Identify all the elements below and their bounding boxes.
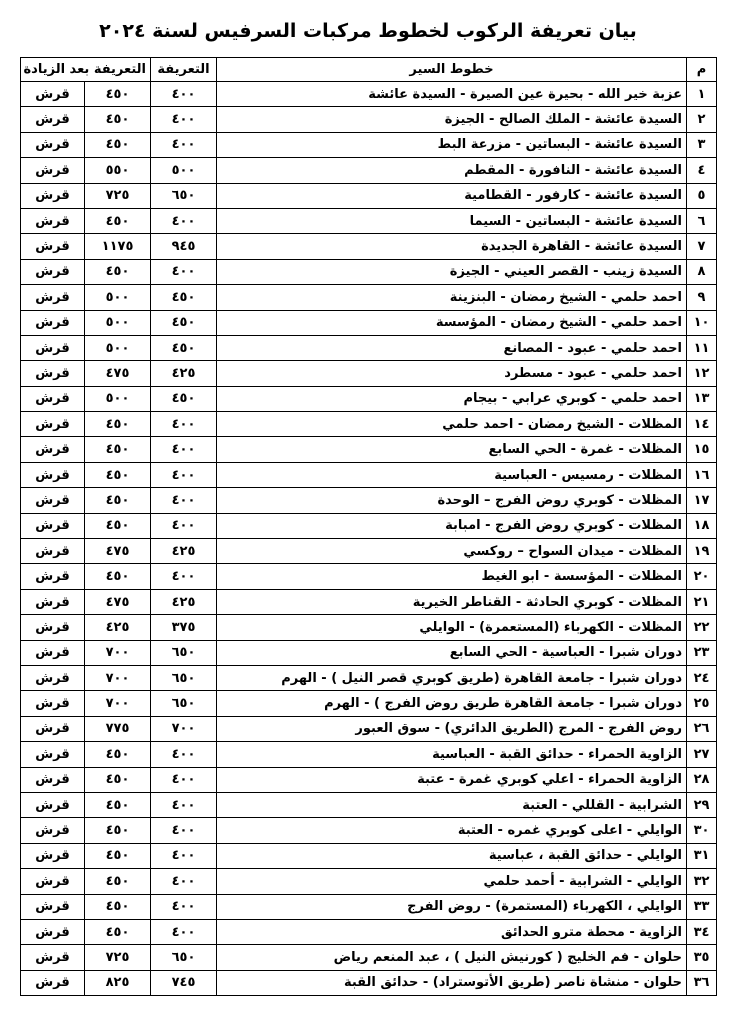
new-fare-cell: ٤٥٠ xyxy=(85,919,151,944)
table-row xyxy=(21,259,717,284)
table-header-row xyxy=(21,58,717,82)
row-number: ٣٦ xyxy=(687,970,717,995)
fare-cell: ٤٢٥ xyxy=(151,589,217,614)
currency-cell: قرش xyxy=(21,640,85,665)
currency-cell: قرش xyxy=(21,310,85,335)
route-cell: السيدة عائشة - كارفور - القطامية xyxy=(217,183,687,208)
fare-cell: ٣٧٥ xyxy=(151,615,217,640)
currency-cell: قرش xyxy=(21,107,85,132)
currency-cell: قرش xyxy=(21,462,85,487)
route-cell: احمد حلمي - الشيخ رمضان - البنزينة xyxy=(217,285,687,310)
currency-cell: قرش xyxy=(21,386,85,411)
row-number: ١ xyxy=(687,82,717,107)
table-row xyxy=(21,132,717,157)
currency-cell: قرش xyxy=(21,564,85,589)
row-number: ٢٢ xyxy=(687,615,717,640)
currency-cell: قرش xyxy=(21,665,85,690)
table-row xyxy=(21,386,717,411)
fare-cell: ٤٠٠ xyxy=(151,767,217,792)
fare-cell: ٤٠٠ xyxy=(151,437,217,462)
row-number: ١٤ xyxy=(687,412,717,437)
new-fare-cell: ٧٢٥ xyxy=(85,945,151,970)
new-fare-cell: ٤٥٠ xyxy=(85,843,151,868)
fare-cell: ٤٠٠ xyxy=(151,818,217,843)
currency-cell: قرش xyxy=(21,792,85,817)
table-row xyxy=(21,818,717,843)
row-number: ٨ xyxy=(687,259,717,284)
fare-cell: ٧٤٥ xyxy=(151,970,217,995)
new-fare-cell: ١١٧٥ xyxy=(85,234,151,259)
fare-cell: ٤٠٠ xyxy=(151,412,217,437)
row-number: ١٣ xyxy=(687,386,717,411)
table-row xyxy=(21,919,717,944)
currency-cell: قرش xyxy=(21,361,85,386)
fare-cell: ٤٥٠ xyxy=(151,310,217,335)
route-cell: الشرابية - القللي - العتبة xyxy=(217,792,687,817)
currency-cell: قرش xyxy=(21,285,85,310)
table-row xyxy=(21,767,717,792)
route-cell: احمد حلمي - عبود - المصانع xyxy=(217,335,687,360)
row-number: ٢٤ xyxy=(687,665,717,690)
currency-cell: قرش xyxy=(21,132,85,157)
currency-cell: قرش xyxy=(21,183,85,208)
fare-cell: ٤٠٠ xyxy=(151,107,217,132)
new-fare-cell: ٤٥٠ xyxy=(85,894,151,919)
currency-cell: قرش xyxy=(21,691,85,716)
fare-cell: ٥٠٠ xyxy=(151,158,217,183)
table-row xyxy=(21,310,717,335)
table-row xyxy=(21,488,717,513)
header-new-fare: التعريفة بعد الزيادة xyxy=(21,58,151,82)
route-cell: دوران شبرا - العباسية - الحي السابع xyxy=(217,640,687,665)
route-cell: الزاوية الحمراء - اعلي كوبري غمرة - عتبة xyxy=(217,767,687,792)
currency-cell: قرش xyxy=(21,767,85,792)
fare-cell: ٦٥٠ xyxy=(151,183,217,208)
row-number: ١٢ xyxy=(687,361,717,386)
route-cell: الوايلي - الشرابية - أحمد حلمي xyxy=(217,869,687,894)
currency-cell: قرش xyxy=(21,82,85,107)
currency-cell: قرش xyxy=(21,513,85,538)
currency-cell: قرش xyxy=(21,742,85,767)
route-cell: احمد حلمي - كوبري عرابي - بيجام xyxy=(217,386,687,411)
route-cell: الزاوية - محطة مترو الحدائق xyxy=(217,919,687,944)
fare-cell: ٦٥٠ xyxy=(151,945,217,970)
currency-cell: قرش xyxy=(21,412,85,437)
row-number: ٣٥ xyxy=(687,945,717,970)
new-fare-cell: ٨٢٥ xyxy=(85,970,151,995)
currency-cell: قرش xyxy=(21,158,85,183)
route-cell: المظلات - رمسيس - العباسية xyxy=(217,462,687,487)
currency-cell: قرش xyxy=(21,970,85,995)
table-row xyxy=(21,107,717,132)
new-fare-cell: ٤٢٥ xyxy=(85,615,151,640)
row-number: ٢٥ xyxy=(687,691,717,716)
row-number: ٢٣ xyxy=(687,640,717,665)
new-fare-cell: ٤٥٠ xyxy=(85,259,151,284)
row-number: ١٨ xyxy=(687,513,717,538)
row-number: ٣٢ xyxy=(687,869,717,894)
fare-cell: ٤٥٠ xyxy=(151,285,217,310)
route-cell: السيدة زينب - القصر العيني - الجيزة xyxy=(217,259,687,284)
new-fare-cell: ٤٥٠ xyxy=(85,513,151,538)
route-cell: عزبة خير الله - بحيرة عين الصيرة - السيدة عائشة xyxy=(217,82,687,107)
currency-cell: قرش xyxy=(21,945,85,970)
row-number: ١٠ xyxy=(687,310,717,335)
table-row xyxy=(21,539,717,564)
new-fare-cell: ٤٥٠ xyxy=(85,208,151,233)
new-fare-cell: ٤٧٥ xyxy=(85,589,151,614)
new-fare-cell: ٤٥٠ xyxy=(85,132,151,157)
new-fare-cell: ٤٥٠ xyxy=(85,818,151,843)
fare-cell: ٤٠٠ xyxy=(151,742,217,767)
new-fare-cell: ٧٠٠ xyxy=(85,691,151,716)
fare-cell: ٤٠٠ xyxy=(151,513,217,538)
route-cell: الوايلي - حدائق القبة ، عباسية xyxy=(217,843,687,868)
table-row xyxy=(21,513,717,538)
currency-cell: قرش xyxy=(21,894,85,919)
table-row xyxy=(21,665,717,690)
table-body xyxy=(21,82,717,996)
fare-cell: ٤٠٠ xyxy=(151,564,217,589)
table-row xyxy=(21,208,717,233)
row-number: ٣٣ xyxy=(687,894,717,919)
fare-cell: ٤٢٥ xyxy=(151,361,217,386)
fare-cell: ٤٠٠ xyxy=(151,82,217,107)
table-row xyxy=(21,412,717,437)
route-cell: المظلات - كوبري روض الفرج - امبابة xyxy=(217,513,687,538)
fare-cell: ٤٠٠ xyxy=(151,259,217,284)
route-cell: حلوان - فم الخليج ( كورنيش النيل ) ، عبد المنعم رياض xyxy=(217,945,687,970)
row-number: ٣٠ xyxy=(687,818,717,843)
new-fare-cell: ٤٥٠ xyxy=(85,412,151,437)
table-row xyxy=(21,564,717,589)
fare-cell: ٤٠٠ xyxy=(151,919,217,944)
route-cell: الوايلي - اعلى كوبري غمره - العتبة xyxy=(217,818,687,843)
row-number: ٣ xyxy=(687,132,717,157)
header-route: خطوط السير xyxy=(217,58,687,82)
currency-cell: قرش xyxy=(21,539,85,564)
row-number: ١١ xyxy=(687,335,717,360)
fare-cell: ٤٠٠ xyxy=(151,462,217,487)
fare-cell: ٤٥٠ xyxy=(151,335,217,360)
table-row xyxy=(21,792,717,817)
new-fare-cell: ٤٥٠ xyxy=(85,437,151,462)
new-fare-cell: ٤٥٠ xyxy=(85,462,151,487)
currency-cell: قرش xyxy=(21,716,85,741)
table-row xyxy=(21,640,717,665)
currency-cell: قرش xyxy=(21,589,85,614)
table-row xyxy=(21,285,717,310)
currency-cell: قرش xyxy=(21,437,85,462)
header-num: م xyxy=(687,58,717,82)
fare-cell: ٤٠٠ xyxy=(151,894,217,919)
route-cell: المظلات - كوبري روض الفرج – الوحدة xyxy=(217,488,687,513)
currency-cell: قرش xyxy=(21,335,85,360)
new-fare-cell: ٥٥٠ xyxy=(85,158,151,183)
route-cell: روض الفرج - المرج (الطريق الدائري) - سوق العبور xyxy=(217,716,687,741)
new-fare-cell: ٤٧٥ xyxy=(85,361,151,386)
row-number: ١٥ xyxy=(687,437,717,462)
row-number: ٢١ xyxy=(687,589,717,614)
new-fare-cell: ٥٠٠ xyxy=(85,285,151,310)
route-cell: احمد حلمي - عبود - مسطرد xyxy=(217,361,687,386)
table-row xyxy=(21,945,717,970)
new-fare-cell: ٥٠٠ xyxy=(85,386,151,411)
table-row xyxy=(21,234,717,259)
route-cell: السيدة عائشة - النافورة - المقطم xyxy=(217,158,687,183)
table-row xyxy=(21,615,717,640)
route-cell: المظلات - الكهرباء (المستعمرة) - الوايلي xyxy=(217,615,687,640)
fare-cell: ٦٥٠ xyxy=(151,665,217,690)
row-number: ٢٦ xyxy=(687,716,717,741)
row-number: ٣٤ xyxy=(687,919,717,944)
new-fare-cell: ٧٧٥ xyxy=(85,716,151,741)
table-row xyxy=(21,970,717,995)
route-cell: السيدة عائشة - البساتين - مزرعة البط xyxy=(217,132,687,157)
new-fare-cell: ٤٥٠ xyxy=(85,742,151,767)
new-fare-cell: ٧٠٠ xyxy=(85,665,151,690)
table-row xyxy=(21,437,717,462)
row-number: ٥ xyxy=(687,183,717,208)
route-cell: المظلات - غمرة - الحي السابع xyxy=(217,437,687,462)
row-number: ١٧ xyxy=(687,488,717,513)
row-number: ٢٩ xyxy=(687,792,717,817)
new-fare-cell: ٤٥٠ xyxy=(85,82,151,107)
fare-cell: ٦٥٠ xyxy=(151,691,217,716)
row-number: ٢ xyxy=(687,107,717,132)
table-row xyxy=(21,843,717,868)
currency-cell: قرش xyxy=(21,234,85,259)
new-fare-cell: ٧٠٠ xyxy=(85,640,151,665)
route-cell: المظلات - المؤسسة - ابو الغيط xyxy=(217,564,687,589)
table-row xyxy=(21,183,717,208)
route-cell: السيدة عائشة - البساتين - السيما xyxy=(217,208,687,233)
new-fare-cell: ٤٧٥ xyxy=(85,539,151,564)
row-number: ١٦ xyxy=(687,462,717,487)
fare-cell: ٦٥٠ xyxy=(151,640,217,665)
table-row xyxy=(21,335,717,360)
table-row xyxy=(21,742,717,767)
currency-cell: قرش xyxy=(21,488,85,513)
route-cell: المظلات - الشيخ رمضان - احمد حلمي xyxy=(217,412,687,437)
fare-table xyxy=(20,57,717,996)
fare-cell: ٧٠٠ xyxy=(151,716,217,741)
currency-cell: قرش xyxy=(21,818,85,843)
new-fare-cell: ٧٢٥ xyxy=(85,183,151,208)
row-number: ٢٧ xyxy=(687,742,717,767)
route-cell: دوران شبرا - جامعة القاهرة (طريق كوبري قصر النيل ) - الهرم xyxy=(217,665,687,690)
new-fare-cell: ٤٥٠ xyxy=(85,564,151,589)
new-fare-cell: ٤٥٠ xyxy=(85,107,151,132)
route-cell: دوران شبرا - جامعة القاهرة طريق روض الفرج ) - الهرم xyxy=(217,691,687,716)
table-row xyxy=(21,691,717,716)
table-row xyxy=(21,361,717,386)
fare-cell: ٤٠٠ xyxy=(151,792,217,817)
row-number: ٢٠ xyxy=(687,564,717,589)
route-cell: حلوان - منشاة ناصر (طريق الأتوستراد) - حدائق القبة xyxy=(217,970,687,995)
table-row xyxy=(21,158,717,183)
fare-cell: ٤٠٠ xyxy=(151,488,217,513)
currency-cell: قرش xyxy=(21,919,85,944)
fare-cell: ٤٠٠ xyxy=(151,843,217,868)
currency-cell: قرش xyxy=(21,208,85,233)
route-cell: الزاوية الحمراء - حدائق القبة - العباسية xyxy=(217,742,687,767)
row-number: ٩ xyxy=(687,285,717,310)
fare-cell: ٤٢٥ xyxy=(151,539,217,564)
table-row xyxy=(21,716,717,741)
new-fare-cell: ٤٥٠ xyxy=(85,792,151,817)
route-cell: المظلات - ميدان السواح – روكسي xyxy=(217,539,687,564)
row-number: ١٩ xyxy=(687,539,717,564)
table-row xyxy=(21,589,717,614)
new-fare-cell: ٤٥٠ xyxy=(85,488,151,513)
new-fare-cell: ٤٥٠ xyxy=(85,869,151,894)
fare-cell: ٤٥٠ xyxy=(151,386,217,411)
row-number: ٤ xyxy=(687,158,717,183)
table-row xyxy=(21,82,717,107)
row-number: ٦ xyxy=(687,208,717,233)
currency-cell: قرش xyxy=(21,615,85,640)
row-number: ٣١ xyxy=(687,843,717,868)
table-row xyxy=(21,869,717,894)
route-cell: احمد حلمي - الشيخ رمضان - المؤسسة xyxy=(217,310,687,335)
route-cell: السيدة عائشة - الملك الصالح - الجيزة xyxy=(217,107,687,132)
header-fare: التعريفة xyxy=(151,58,217,82)
new-fare-cell: ٥٠٠ xyxy=(85,310,151,335)
fare-cell: ٤٠٠ xyxy=(151,208,217,233)
row-number: ٢٨ xyxy=(687,767,717,792)
route-cell: السيدة عائشة - القاهرة الجديدة xyxy=(217,234,687,259)
fare-cell: ٤٠٠ xyxy=(151,132,217,157)
route-cell: المظلات - كوبري الحادثة - القناطر الخيرية xyxy=(217,589,687,614)
row-number: ٧ xyxy=(687,234,717,259)
fare-cell: ٤٠٠ xyxy=(151,869,217,894)
table-row xyxy=(21,462,717,487)
new-fare-cell: ٥٠٠ xyxy=(85,335,151,360)
table-row xyxy=(21,894,717,919)
currency-cell: قرش xyxy=(21,843,85,868)
document-title: بيان تعريفة الركوب لخطوط مركبات السرفيس لسنة ٢٠٢٤ xyxy=(99,20,637,42)
route-cell: الوايلي ، الكهرباء (المستمرة) - روض الفرج xyxy=(217,894,687,919)
currency-cell: قرش xyxy=(21,259,85,284)
currency-cell: قرش xyxy=(21,869,85,894)
new-fare-cell: ٤٥٠ xyxy=(85,767,151,792)
fare-cell: ٩٤٥ xyxy=(151,234,217,259)
